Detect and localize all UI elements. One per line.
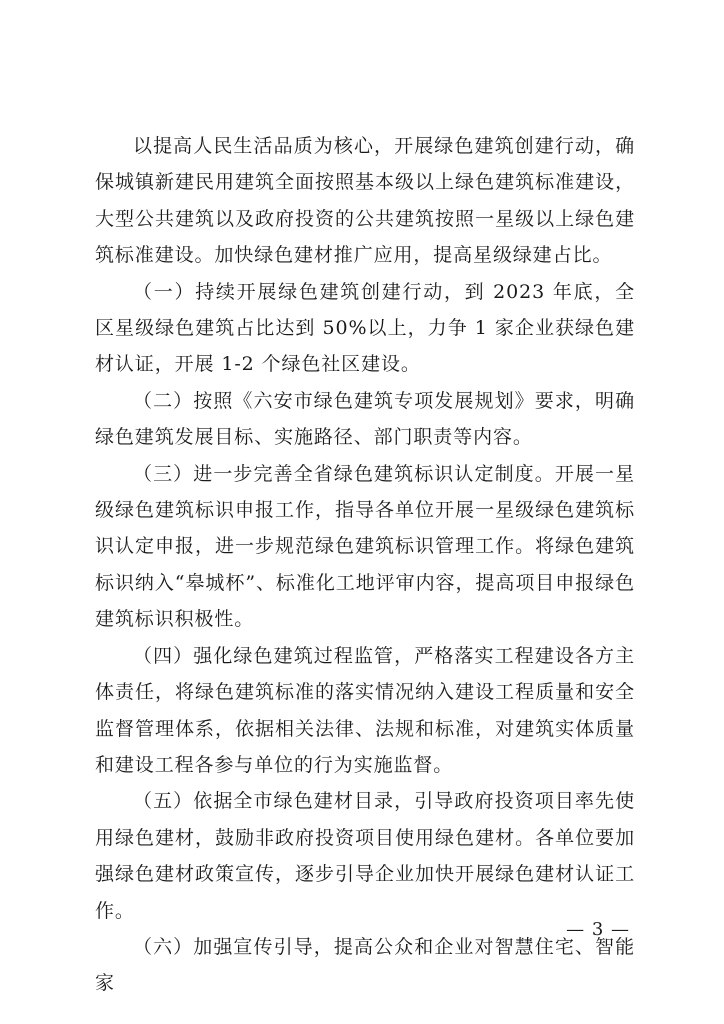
intro-paragraph: 以提高人民生活品质为核心，开展绿色建筑创建行动，确保城镇新建民用建筑全面按照基本级以上绿色建筑标准建设，大型公共建筑以及政府投资的公共建筑按照一星级以上绿色建筑标准建设。加快绿色建材推广应用，提高星级绿建占比。 xyxy=(95,135,635,267)
item-2-paragraph: （二）按照《六安市绿色建筑专项发展规划》要求，明确绿色建筑发展目标、实施路径、部门职责等内容。 xyxy=(95,389,635,449)
item-5-paragraph: （五）依据全市绿色建材目录，引导政府投资项目率先使用绿色建材，鼓励非政府投资项目使用绿色建材。各单位要加强绿色建材政策宣传，逐步引导企业加快开展绿色建材认证工作。 xyxy=(95,790,635,922)
item-6-paragraph: （六）加强宣传引导，提高公众和企业对智慧住宅、智能家 xyxy=(95,935,635,995)
item-1-paragraph: （一）持续开展绿色建筑创建行动，到 2023 年底，全区星级绿色建筑占比达到 50%以上，力争 1 家企业获绿色建材认证，开展 1-2 个绿色社区建设。 xyxy=(95,280,635,376)
page-number: — 3 — xyxy=(566,919,630,940)
item-4-paragraph: （四）强化绿色建筑过程监管，严格落实工程建设各方主体责任，将绿色建筑标准的落实情况纳入建设工程质量和安全监督管理体系，依据相关法律、法规和标准，对建筑实体质量和建设工程各参与单位的行为实施监督。 xyxy=(95,644,635,776)
document-body xyxy=(95,128,635,1002)
item-3-paragraph: （三）进一步完善全省绿色建筑标识认定制度。开展一星级绿色建筑标识申报工作，指导各单位开展一星级绿色建筑标识认定申报，进一步规范绿色建筑标识管理工作。将绿色建筑标识纳入“皋城杯”、标准化工地评审内容，提高项目申报绿色建筑标识积极性。 xyxy=(95,462,635,631)
